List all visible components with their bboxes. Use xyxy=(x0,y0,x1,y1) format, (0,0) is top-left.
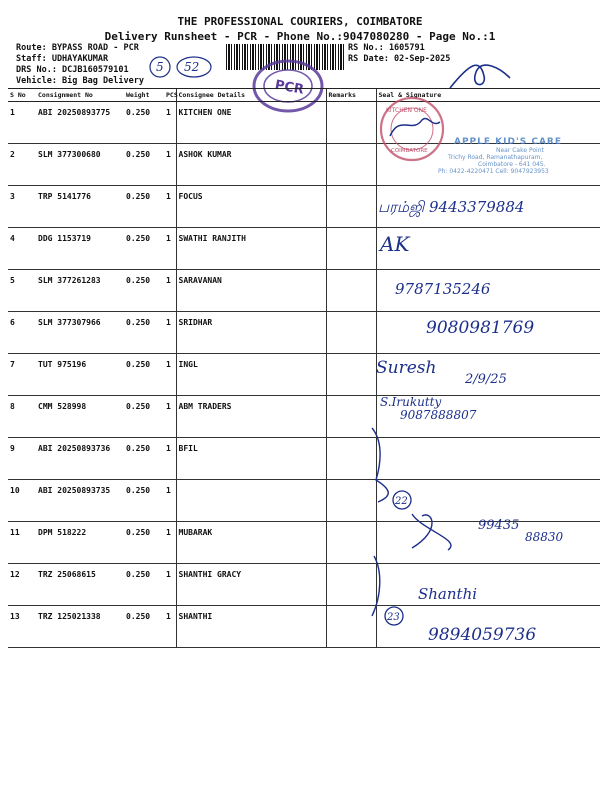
cell-cn: TRZ 125021338 xyxy=(36,606,124,648)
cell-wt: 0.250 xyxy=(124,564,164,606)
rs-date: RS Date: 02-Sep-2025 xyxy=(348,54,451,64)
apple-stamp-line4: Ph: 0422-4220471 Cell: 9047923953 xyxy=(438,168,549,175)
table-row xyxy=(8,396,600,438)
cell-consignee: ABM TRADERS xyxy=(176,396,326,438)
circle-23-text: 23 xyxy=(387,612,400,623)
table-row xyxy=(8,438,600,480)
apple-stamp-line1: Near Cake Point xyxy=(496,147,544,154)
kitchen-seal-bottom-text: COIMBATORE xyxy=(391,148,428,154)
cell-sno: 4 xyxy=(8,228,36,270)
handwriting-row11-num2: 88830 xyxy=(525,530,564,544)
cell-cn: CMM 528998 xyxy=(36,396,124,438)
cell-consignee: FOCUS xyxy=(176,186,326,228)
table-row xyxy=(8,354,600,396)
handwriting-row8-name: S.Irukutty xyxy=(380,395,442,409)
cell-pcs: 1 xyxy=(164,438,176,480)
cell-pcs: 1 xyxy=(164,102,176,144)
cell-wt: 0.250 xyxy=(124,144,164,186)
cell-remarks xyxy=(326,102,376,144)
cell-cn: ABI 20250893735 xyxy=(36,480,124,522)
col-pcs: PCS xyxy=(164,89,176,102)
cell-cn: ABI 20250893736 xyxy=(36,438,124,480)
cell-cn: SLM 377300680 xyxy=(36,144,124,186)
cell-consignee: SHANTHI xyxy=(176,606,326,648)
cell-pcs: 1 xyxy=(164,354,176,396)
bracket-scribbles xyxy=(352,420,452,640)
apple-kids-care-stamp xyxy=(408,137,598,175)
cell-sno: 1 xyxy=(8,102,36,144)
handwriting-row5: 9787135246 xyxy=(395,280,491,298)
vehicle-label: Vehicle: Big Bag Delivery xyxy=(16,76,144,86)
rs-number: RS No.: 1605791 xyxy=(348,43,425,53)
circle-52-text: 52 xyxy=(184,60,200,74)
cell-remarks xyxy=(326,186,376,228)
route-label: Route: BYPASS ROAD - PCR xyxy=(16,43,139,53)
cell-wt: 0.250 xyxy=(124,396,164,438)
cell-remarks xyxy=(326,354,376,396)
cell-consignee: ASHOK KUMAR xyxy=(176,144,326,186)
handwriting-row11-num1: 99435 xyxy=(478,518,520,533)
cell-sno: 3 xyxy=(8,186,36,228)
col-consignee: Consignee Details xyxy=(176,89,326,102)
cell-sno: 8 xyxy=(8,396,36,438)
cell-seal xyxy=(376,228,600,270)
cell-pcs: 1 xyxy=(164,144,176,186)
cell-sno: 2 xyxy=(8,144,36,186)
cell-sno: 13 xyxy=(8,606,36,648)
circled-counts xyxy=(148,54,218,80)
handwriting-row6: 9080981769 xyxy=(426,318,535,338)
cell-consignee: SWATHI RANJITH xyxy=(176,228,326,270)
table-row xyxy=(8,564,600,606)
handwriting-row7-date: 2/9/25 xyxy=(465,372,507,387)
cell-wt: 0.250 xyxy=(124,480,164,522)
handwriting-row8-num: 9087888807 xyxy=(400,408,477,422)
cell-sno: 5 xyxy=(8,270,36,312)
handwriting-row4: AK xyxy=(380,232,410,256)
cell-pcs: 1 xyxy=(164,396,176,438)
cell-pcs: 1 xyxy=(164,522,176,564)
apple-stamp-name: APPLE KID'S CARE xyxy=(454,137,562,147)
cell-cn: DPM 518222 xyxy=(36,522,124,564)
handwriting-row7-name: Suresh xyxy=(376,358,437,378)
cell-cn: TRP 5141776 xyxy=(36,186,124,228)
apple-stamp-line3: Coimbatore - 641 045. xyxy=(478,161,546,168)
cell-wt: 0.250 xyxy=(124,354,164,396)
table-header-row xyxy=(8,89,600,102)
cell-sno: 7 xyxy=(8,354,36,396)
drs-label: DRS No.: DCJB160579101 xyxy=(16,65,129,75)
cell-sno: 12 xyxy=(8,564,36,606)
cell-wt: 0.250 xyxy=(124,522,164,564)
col-weight: Weight xyxy=(124,89,164,102)
cell-pcs: 1 xyxy=(164,564,176,606)
cell-sno: 6 xyxy=(8,312,36,354)
cell-consignee: SRIDHAR xyxy=(176,312,326,354)
col-remarks: Remarks xyxy=(326,89,376,102)
handwriting-row12-num: 9894059736 xyxy=(428,625,537,645)
kitchen-seal-top-text: KITCHEN ONE xyxy=(386,107,427,114)
company-title: THE PROFESSIONAL COURIERS, COIMBATORE xyxy=(177,15,423,28)
cell-remarks xyxy=(326,312,376,354)
cell-cn: DDG 1153719 xyxy=(36,228,124,270)
handwriting-row3: பரம்ஜி 9443379884 xyxy=(378,198,525,216)
table-row xyxy=(8,480,600,522)
cell-consignee: MUBARAK xyxy=(176,522,326,564)
staff-label: Staff: UDHAYAKUMAR xyxy=(16,54,109,64)
cell-sno: 10 xyxy=(8,480,36,522)
cell-cn: ABI 20250893775 xyxy=(36,102,124,144)
cell-cn: SLM 377261283 xyxy=(36,270,124,312)
cell-consignee: KITCHEN ONE xyxy=(176,102,326,144)
col-seal: Seal & Signature xyxy=(376,89,600,102)
cell-pcs: 1 xyxy=(164,228,176,270)
apple-stamp-line2: Trichy Road, Ramanathapuram, xyxy=(448,154,543,161)
cell-pcs: 1 xyxy=(164,270,176,312)
cell-pcs: 1 xyxy=(164,312,176,354)
cell-pcs: 1 xyxy=(164,480,176,522)
cell-remarks xyxy=(326,144,376,186)
cell-cn: TUT 975196 xyxy=(36,354,124,396)
circle-5-text: 5 xyxy=(156,60,164,74)
cell-consignee: SHANTHI GRACY xyxy=(176,564,326,606)
cell-consignee: BFIL xyxy=(176,438,326,480)
handwriting-row12-name: Shanthi xyxy=(418,585,478,603)
cell-remarks xyxy=(326,228,376,270)
cell-consignee xyxy=(176,480,326,522)
cell-sno: 9 xyxy=(8,438,36,480)
table-row xyxy=(8,270,600,312)
pcr-seal-text: PCR xyxy=(273,77,305,98)
cell-consignee: SARAVANAN xyxy=(176,270,326,312)
cell-wt: 0.250 xyxy=(124,228,164,270)
cell-wt: 0.250 xyxy=(124,270,164,312)
cell-pcs: 1 xyxy=(164,606,176,648)
col-consignment: Consignment No xyxy=(36,89,124,102)
cell-wt: 0.250 xyxy=(124,102,164,144)
col-sno: S No xyxy=(8,89,36,102)
cell-wt: 0.250 xyxy=(124,312,164,354)
cell-remarks xyxy=(326,270,376,312)
table-row xyxy=(8,228,600,270)
cell-cn: SLM 377307966 xyxy=(36,312,124,354)
cell-wt: 0.250 xyxy=(124,606,164,648)
cell-pcs: 1 xyxy=(164,186,176,228)
cell-wt: 0.250 xyxy=(124,438,164,480)
cell-sno: 11 xyxy=(8,522,36,564)
cell-cn: TRZ 25068615 xyxy=(36,564,124,606)
circle-22-text: 22 xyxy=(395,496,408,507)
cell-wt: 0.250 xyxy=(124,186,164,228)
runsheet-subtitle: Delivery Runsheet - PCR - Phone No.:9047080280 - Page No.:1 xyxy=(104,30,496,43)
cell-consignee: INGL xyxy=(176,354,326,396)
